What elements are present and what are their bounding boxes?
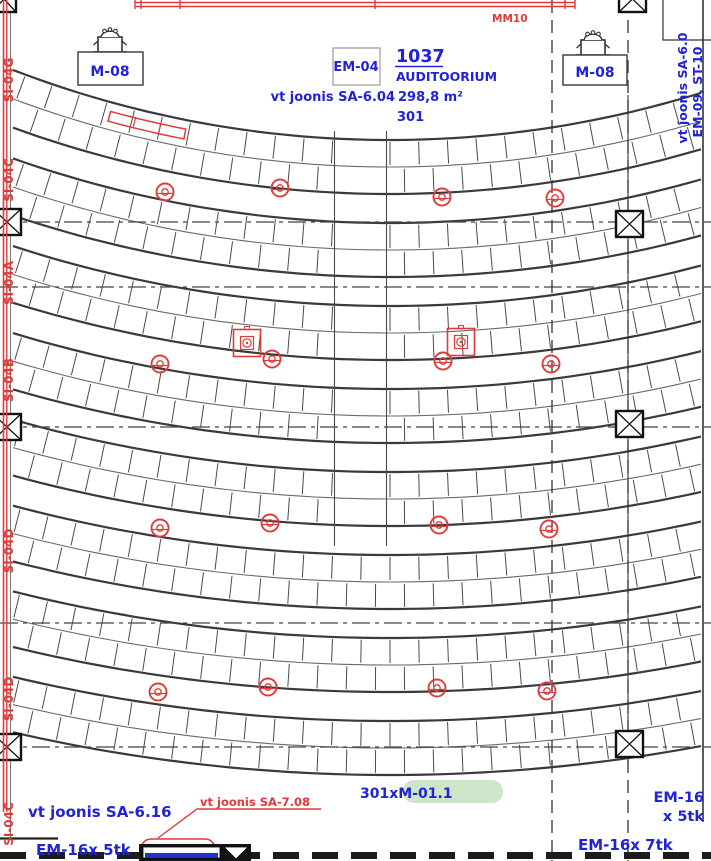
right-vertical-label: vt joonis SA-6.0 <box>675 32 690 144</box>
m08-right-label: M-08 <box>575 65 615 81</box>
projector-icon <box>586 32 590 36</box>
seat-divider <box>346 583 347 606</box>
bottom-ref-red: vt joonis SA-7.08 <box>200 795 311 809</box>
seat-divider <box>419 225 420 248</box>
projector-icon <box>581 40 605 55</box>
em04-label: EM-04 <box>333 60 379 75</box>
axis-label-si-04g: SI-04G <box>2 57 16 103</box>
projector-icon <box>103 29 107 33</box>
seat-divider <box>433 749 434 772</box>
seat-divider <box>419 391 420 414</box>
axis-label-si-04d: SI-04D <box>2 528 16 574</box>
projector-icon <box>114 29 118 33</box>
axis-label-si-04c: SI-04C <box>2 802 16 846</box>
axis-label-si-04a: SI-04A <box>2 260 16 306</box>
speaker-dot <box>246 342 248 344</box>
axis-label-si-04b: SI-04B <box>2 358 16 402</box>
room-name: AUDITOORIUM <box>396 69 498 84</box>
em16-right-line2: x 5tk <box>662 809 704 825</box>
room-number: 1037 <box>396 47 445 67</box>
em16-bottom-label: EM-16x 7tk <box>578 836 673 854</box>
seat-divider <box>419 142 420 165</box>
door-blue-bar <box>145 853 218 858</box>
projector-icon <box>597 32 601 36</box>
room-area: 298,8 m² <box>398 90 463 105</box>
door-tag: 301xM-01.1 <box>360 786 453 802</box>
em16-left-label: EM-16x 5tk <box>36 841 131 859</box>
door-element <box>139 844 251 861</box>
speaker-dot <box>460 341 462 343</box>
projector-icon <box>108 28 112 32</box>
bottom-ref-blue: vt joonis SA-6.16 <box>28 803 172 821</box>
seat-divider <box>419 308 420 331</box>
right-vertical-label: EM-09, ST-10 <box>690 46 705 138</box>
seat-divider <box>346 749 347 772</box>
seat-divider <box>433 583 434 606</box>
mm10-label: MM10 <box>492 13 528 25</box>
projector-icon <box>591 31 595 35</box>
column-box <box>619 0 646 12</box>
projector-icon <box>98 37 122 52</box>
axis-label-si-04c: SI-04C <box>2 158 16 202</box>
room-seat-count: 301 <box>397 110 425 125</box>
room-ref-drawing: vt joonis SA-6.04 <box>270 90 395 105</box>
labels-right-vertical <box>675 32 705 143</box>
m08-left-label: M-08 <box>90 64 130 80</box>
seat-divider <box>346 666 347 689</box>
em16-right-line1: EM-16 <box>653 790 704 806</box>
seat-divider <box>433 666 434 689</box>
axis-label-si-04d: SI-04D <box>2 676 16 722</box>
